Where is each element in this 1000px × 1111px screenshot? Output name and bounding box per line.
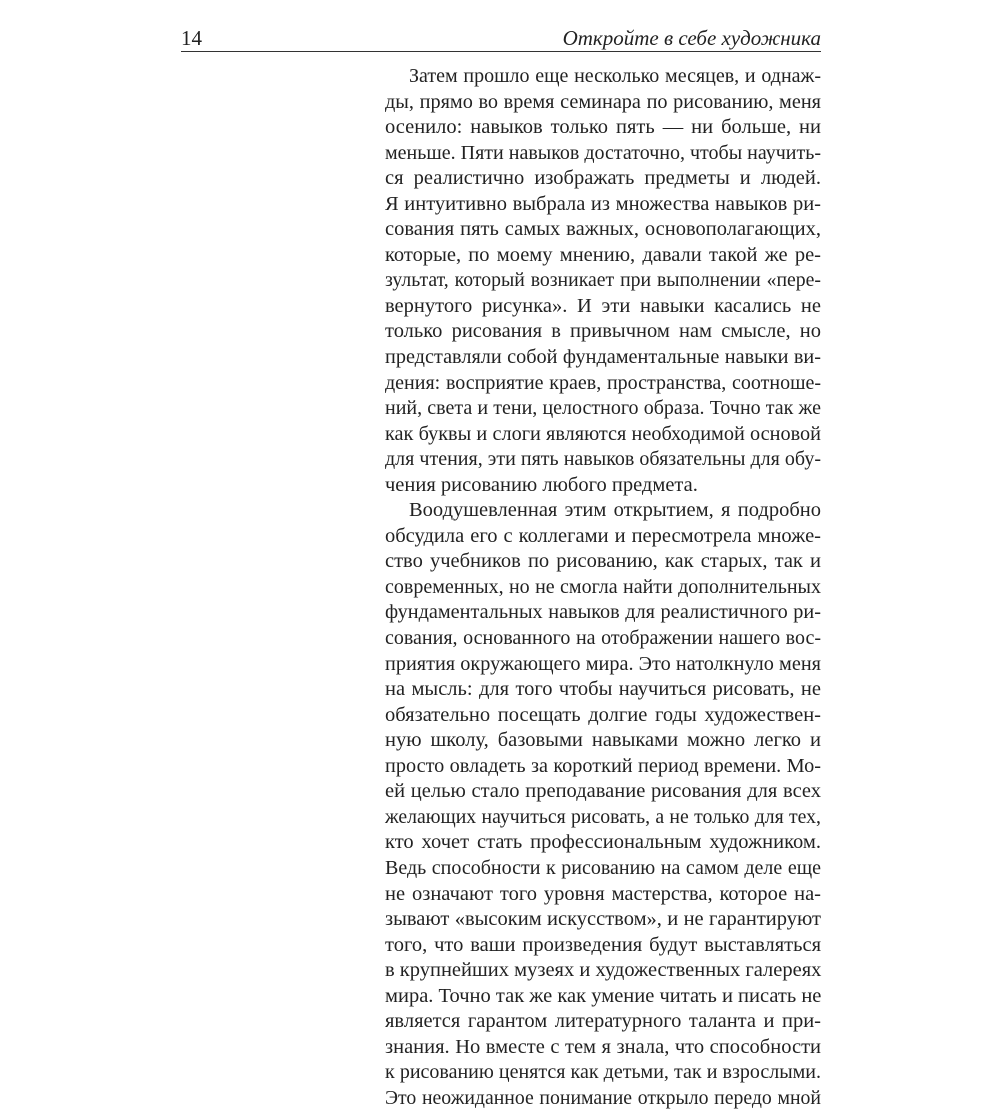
text-line: дения: восприятие краев, пространства, соотноше-: [385, 371, 821, 394]
text-line: фундаментальных навыков для реалистичного ри-: [385, 601, 821, 624]
text-line: ся реалистично изображать предметы и людей.: [385, 167, 821, 190]
running-header: [181, 24, 821, 52]
text-line: мира. Точно так же как умение читать и писать не: [385, 984, 822, 1007]
header-rule: [181, 51, 821, 52]
text-line: является гарантом литературного таланта и при-: [385, 1010, 821, 1033]
text-line: сования, основанного на отображении нашего вос-: [385, 627, 821, 650]
text-line: чения рисованию любого предмета.: [385, 473, 698, 496]
text-line: знания. Но вместе с тем я знала, что способности: [385, 1035, 821, 1058]
text-line: обязательно посещать долгие годы художествен-: [385, 703, 821, 726]
text-line: Воодушевленная этим открытием, я подробно: [409, 499, 821, 522]
text-line: Ведь способности к рисованию на самом деле еще: [385, 856, 821, 879]
text-line: современных, но не смогла найти дополнительных: [385, 575, 821, 598]
text-line: не означают того уровня мастерства, которое на-: [385, 882, 821, 905]
text-line: зультат, который возникает при выполнении «пере-: [385, 269, 821, 292]
text-line: кто хочет стать профессиональным художником.: [385, 831, 821, 854]
text-line: к рисованию ценятся как детьми, так и взрослыми.: [385, 1061, 821, 1084]
text-line: обсудила его с коллегами и пересмотрела множе-: [385, 524, 821, 547]
text-line: в крупнейших музеях и художественных галереях: [385, 959, 822, 982]
body-text: [385, 64, 821, 1111]
text-line: ний, света и тени, целостного образа. Точно так же: [385, 397, 821, 420]
text-line: Затем прошло еще несколько месяцев, и однаж-: [409, 65, 821, 87]
text-line: ей целью стало преподавание рисования для всех: [385, 780, 821, 803]
text-line: как буквы и слоги являются необходимой основой: [385, 422, 821, 445]
text-line: которые, по моему мнению, давали такой же ре-: [385, 243, 821, 266]
text-line: просто овладеть за короткий период времени. Мо-: [385, 754, 821, 777]
text-line: осенило: навыков только пять — ни больше, ни: [385, 116, 821, 139]
text-line: зывают «высоким искусством», и не гарантируют: [385, 908, 821, 931]
running-title: Откройте в себе художника: [562, 26, 821, 50]
text-line: вернутого рисунка». И эти навыки касались не: [385, 294, 821, 317]
text-line: сования пять самых важных, основополагающих,: [385, 218, 821, 241]
text-line: ды, прямо во время семинара по рисованию, меня: [385, 90, 821, 113]
text-line: на мысль: для того чтобы научиться рисовать, не: [385, 678, 821, 701]
text-line: для чтения, эти пять навыков обязательны для обу-: [385, 448, 821, 471]
text-line: только рисования в привычном нам смысле, но: [385, 320, 821, 343]
text-line: Я интуитивно выбрала из множества навыков ри-: [385, 192, 821, 215]
text-line: желающих научиться рисовать, а не только для тех,: [385, 805, 821, 828]
text-line: ство учебников по рисованию, как старых, так и: [385, 550, 821, 573]
text-line: Это неожиданное понимание открыло передо мной: [385, 1086, 821, 1109]
text-line: того, что ваши произведения будут выставляться: [385, 933, 821, 956]
text-line: представляли собой фундаментальные навыки ви-: [385, 346, 821, 369]
page-number: 14: [181, 26, 202, 50]
text-line: приятия окружающего мира. Это натолкнуло меня: [385, 652, 821, 675]
text-line: меньше. Пяти навыков достаточно, чтобы научить-: [385, 141, 821, 164]
text-line: ную школу, базовыми навыками можно легко и: [385, 729, 821, 752]
